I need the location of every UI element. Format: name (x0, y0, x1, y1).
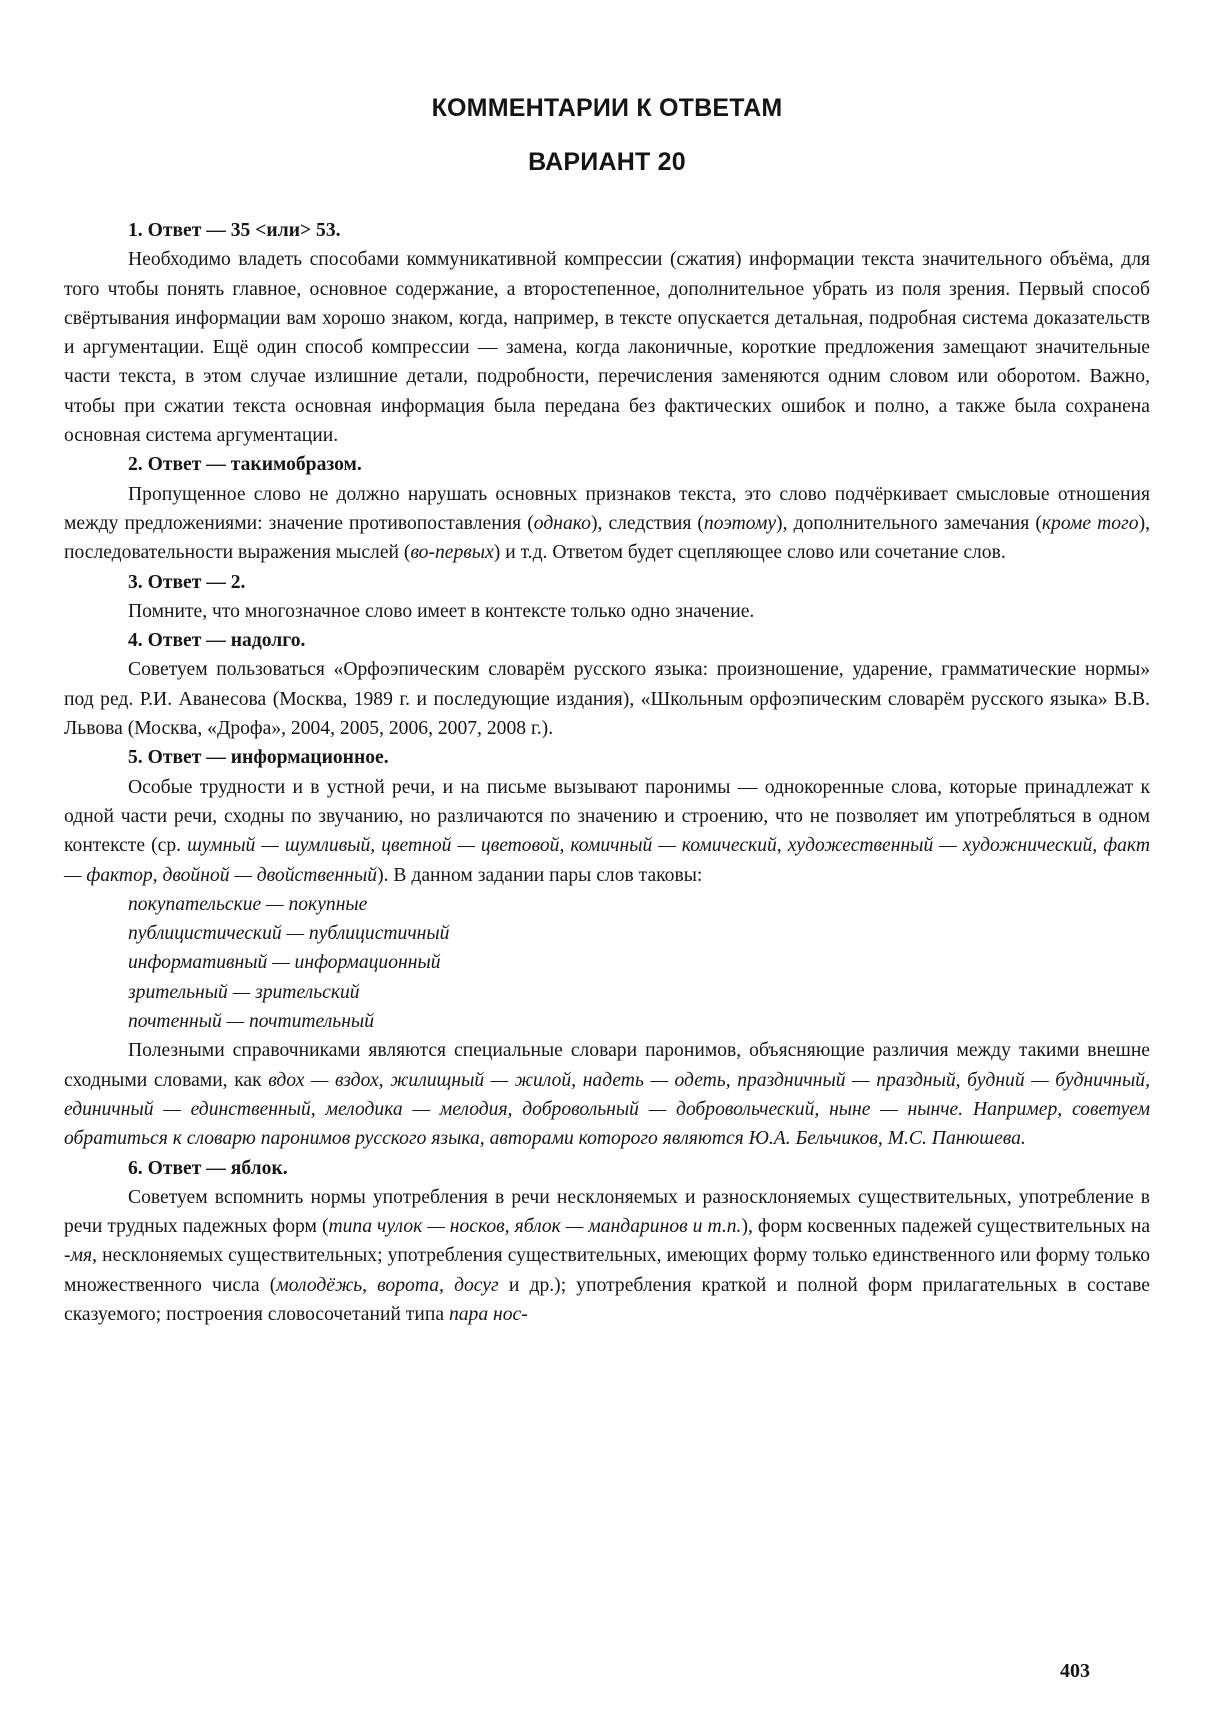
text-run: ), последовательности выражения мыслей ( (64, 512, 1150, 564)
text-run: Пропущенное слово не должно нарушать основных признаков текста, это слово подчёркивает смысловые отношения между предложениями: значение противопоставления ( (64, 483, 1150, 534)
paronym-pair: покупательские — покупные (128, 893, 368, 915)
answer-3-heading: 3. Ответ — 2. (128, 571, 246, 593)
example-terms: шумный — шумливый, цветной — цветовой, комичный — комический, художественный — художнический, факт — фактор, двойной — двойственный (64, 835, 1150, 886)
answer-6-comment (64, 1183, 1150, 1329)
text-run: ), следствия ( (590, 512, 704, 534)
text-run: ). В данном задании пары слов таковы: (377, 864, 703, 886)
text-run: и др.); употребления краткой и полной форм прилагательных в составе сказуемого; построения словосочетаний типа (64, 1274, 1150, 1325)
answers-body (64, 216, 1150, 1329)
text-run: Полезными справочниками являются специальные словари паронимов, объясняющие различия между такими внешне сходными словами, как (64, 1040, 1150, 1091)
example-term: -мя (64, 1245, 93, 1267)
answer-4-heading: 4. Ответ — надолго. (128, 630, 306, 652)
answer-1-comment: Необходимо владеть способами коммуникативной компрессии (сжатия) информации текста значительного объёма, для того чтобы понять главное, основное содержание, а второстепенное, дополнительное убрать из поля зрения. Первый способ свёртывания информации вам хорошо знаком, когда, например, в тексте опускается детальная, подробная система доказательств и аргументации. Ещё один способ компрессии — замена, когда лаконичные, короткие предложения замещают значительные части текста, в этом случае излишние детали, подробности, перечисления заменяются одним словом или оборотом. Важно, чтобы при сжатии текста основная информация была передана без фактических ошибок и полно, а также была сохранена основная система аргументации. (64, 249, 1150, 447)
text-run: Особые трудности и в устной речи, и на письме вызывают паронимы — однокоренные слова, которые принадлежат к одной части речи, сходны по звучанию, но различаются по значению и строению, что не позволяет им употребляться в одном контексте (ср. (64, 776, 1150, 857)
example-terms: молодёжь, ворота, досуг (276, 1274, 499, 1296)
answer-6-heading: 6. Ответ — яблок. (128, 1157, 288, 1179)
page (64, 0, 1150, 1712)
page-number: 403 (1060, 1660, 1090, 1682)
example-term: кроме того (1041, 512, 1139, 534)
page-title: КОММЕНТАРИИ К ОТВЕТАМ (431, 94, 783, 122)
paronym-pair: зрительный — зрительский (128, 981, 360, 1003)
example-term: однако (533, 512, 591, 534)
answer-5-dictionaries (64, 1036, 1150, 1153)
paronym-pair: информативный — информационный (128, 952, 441, 974)
variant-title: ВАРИАНТ 20 (528, 148, 686, 176)
answer-5-heading: 5. Ответ — информационное. (128, 747, 389, 769)
example-term: поэтому (703, 512, 777, 534)
example-term: во-первых (410, 542, 494, 564)
text-run: Советуем вспомнить нормы употребления в речи несклоняемых и разносклоняемых существительных, употребление в речи трудных падежных форм ( (64, 1186, 1150, 1238)
answer-5-comment (64, 773, 1150, 890)
text-run: ), дополнительного замечания ( (776, 512, 1042, 534)
paronym-pair: публицистический — публицистичный (128, 923, 450, 945)
example-terms: вдох — вздох, жилищный — жилой, надеть — одеть, праздничный — праздный, будний — будничный, единичный — единственный, мелодика — мелодия, добровольный — добровольческий, ныне — нынче. Например, советуем обратиться к словарю паронимов русского языка, авторами которого являются Ю.А. Бельчиков, М.С. Панюшева. (64, 1069, 1150, 1150)
answer-2-heading: 2. Ответ — такимобразом. (128, 454, 362, 476)
text-run: ), форм косвенных падежей существительных на (741, 1216, 1151, 1238)
example-term: пара нос- (448, 1303, 528, 1325)
answer-4-comment: Советуем пользоваться «Орфоэпическим словарём русского языка: произношение, ударение, грамматические нормы» под ред. Р.И. Аванесова (Москва, 1989 г. и последующие издания), «Школьным орфоэпическим словарём русского языка» В.В. Львова (Москва, «Дрофа», 2004, 2005, 2006, 2007, 2008 г.). (64, 659, 1150, 740)
answer-3-comment: Помните, что многозначное слово имеет в контексте только одно значение. (128, 600, 755, 622)
example-terms: типа чулок — носков, яблок — мандаринов и т.п. (328, 1216, 742, 1238)
paronym-pair: почтенный — почтительный (128, 1011, 374, 1033)
answer-1-heading: 1. Ответ — 35 <или> 53. (128, 220, 341, 241)
answer-2-comment (64, 480, 1150, 568)
text-run: , несклоняемых существительных; употребления существительных, имеющих форму только единственного или форму только множественного числа ( (64, 1245, 1150, 1296)
text-run: ) и т.д. Ответом будет сцепляющее слово или сочетание слов. (493, 542, 1006, 564)
